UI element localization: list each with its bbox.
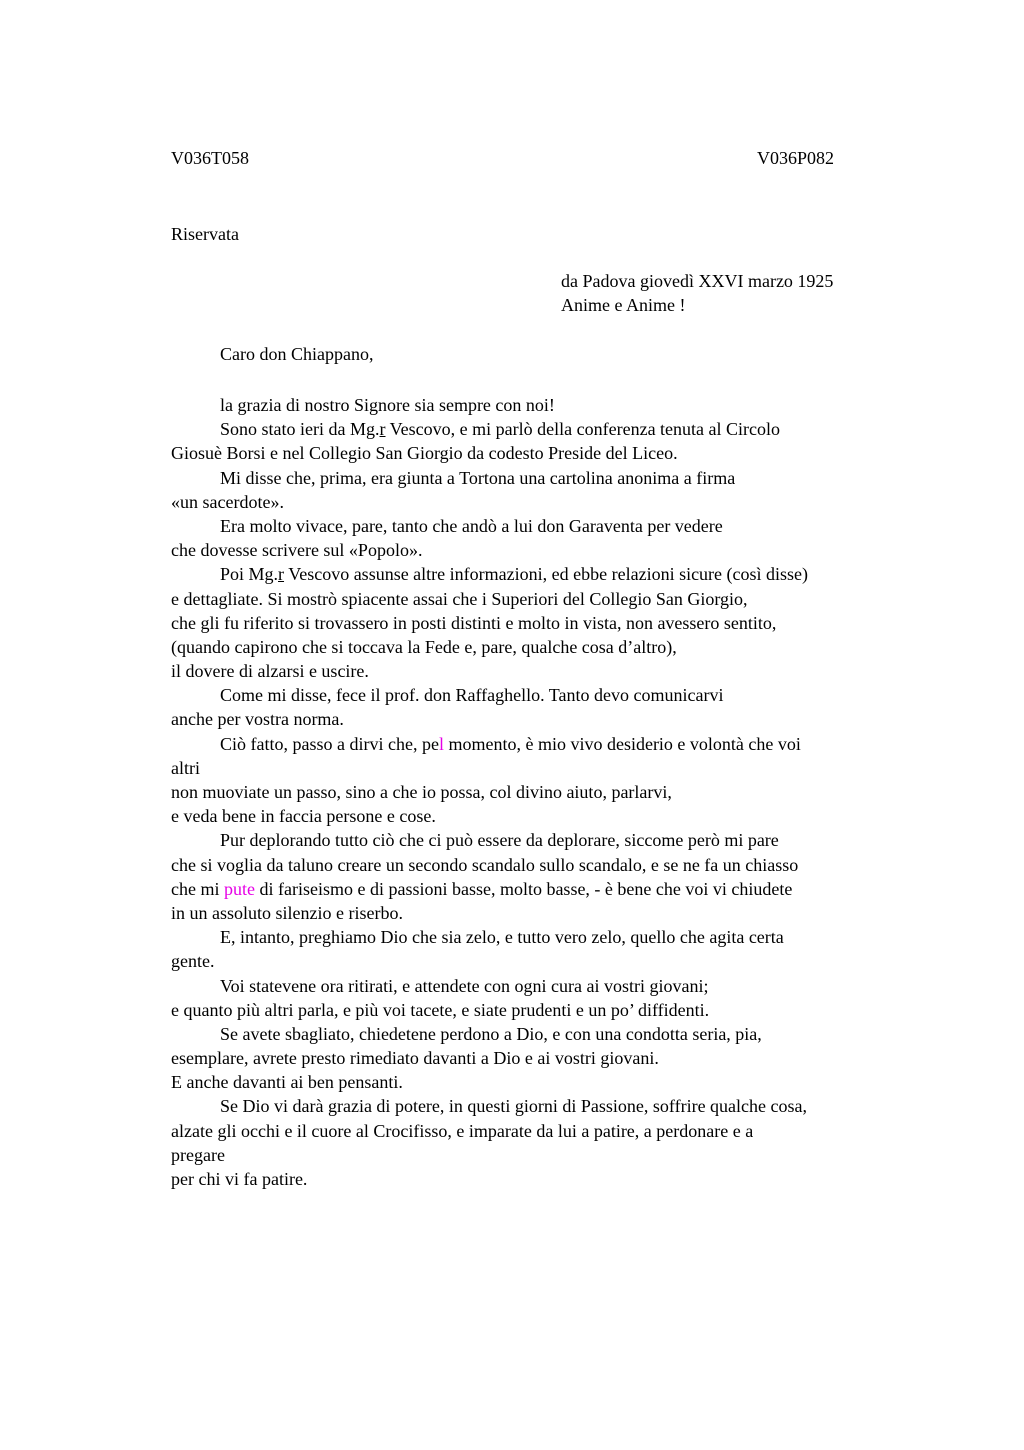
body-line: alzate gli occhi e il cuore al Crocifisso, e imparate da lui a patire, a perdonare e a [171,1120,754,1141]
body-line: e veda bene in faccia persone e cose. [171,806,436,827]
body-line: e dettagliate. Si mostrò spiacente assai che i Superiori del Collegio San Giorgio, [171,588,748,609]
body-line: e quanto più altri parla, e più voi tacete, e siate prudenti e un po’ diffidenti. [171,999,710,1020]
greeting-line: la grazia di nostro Signore sia sempre con noi! [220,395,555,415]
body-line: Era molto vivace, pare, tanto che andò a lui don Garaventa per vedere [220,515,723,536]
body-line: che si voglia da taluno creare un secondo scandalo sullo scandalo, e se ne fa un chiasso [171,854,799,875]
highlighted-correction: l [438,733,444,754]
body-line: non muoviate un passo, sino a che io possa, col divino aiuto, parlarvi, [171,782,672,802]
body-line: pregare [171,1144,225,1165]
body-line: Voi statevene ora ritirati, e attendete con ogni cura ai vostri giovani; [220,975,709,996]
place-date: da Padova giovedì XXVI marzo 1925 [561,271,834,291]
body-line: Mi disse che, prima, era giunta a Tortona una cartolina anonima a firma [220,467,736,488]
body-line: Se Dio vi darà grazia di potere, in questi giorni di Passione, soffrire qualche cosa, [220,1096,808,1117]
body-line: che dovesse scrivere sul «Popolo». [171,540,423,561]
motto: Anime e Anime ! [561,295,686,315]
body-line: Poi Mg.r Vescovo assunse altre informazioni, ed ebbe relazioni sicure (così disse) [220,564,809,585]
body-line: Pur deplorando tutto ciò che ci può essere da deplorare, siccome però mi pare [220,830,779,851]
highlighted-word: pute [223,878,255,899]
document-code-right: V036P082 [757,148,835,168]
body-line: Ciò fatto, passo a dirvi che, pel momento, è mio vivo desiderio e volontà che voi [220,733,801,754]
body-line: esemplare, avrete presto rimediato davanti a Dio e ai vostri giovani. [171,1048,659,1069]
body-line: Come mi disse, fece il prof. don Raffaghello. Tanto devo comunicarvi [220,685,724,706]
body-line: per chi vi fa patire. [171,1169,308,1189]
body-line: «un sacerdote». [171,491,284,512]
body-line: che mi pute di fariseismo e di passioni basse, molto basse, - è bene che voi vi chiudete [171,878,793,899]
document-code-left: V036T058 [171,148,249,168]
body-line: Se avete sbagliato, chiedetene perdono a Dio, e con una condotta seria, pia, [220,1023,762,1044]
body-line: altri [171,757,200,778]
body-line: che gli fu riferito si trovassero in posti distinti e molto in vista, non avessero sentito, [171,612,777,633]
body-line: E, intanto, preghiamo Dio che sia zelo, e tutto vero zelo, quello che agita certa [220,927,784,948]
confidential-label: Riservata [171,224,239,244]
letter-body [171,393,911,1191]
body-line: il dovere di alzarsi e uscire. [171,661,369,682]
body-line: anche per vostra norma. [171,709,344,730]
body-line: (quando capirono che si toccava la Fede e, pare, qualche cosa d’altro), [171,636,677,657]
place-date-block [561,269,833,317]
body-line: E anche davanti ai ben pensanti. [171,1072,403,1093]
body-line: gente. [171,951,215,972]
body-line: Sono stato ieri da Mg.r Vescovo, e mi parlò della conferenza tenuta al Circolo [220,419,781,440]
body-line: Giosuè Borsi e nel Collegio San Giorgio da codesto Preside del Liceo. [171,443,678,464]
salutation: Caro don Chiappano, [220,344,374,364]
body-line: in un assoluto silenzio e riserbo. [171,902,403,923]
